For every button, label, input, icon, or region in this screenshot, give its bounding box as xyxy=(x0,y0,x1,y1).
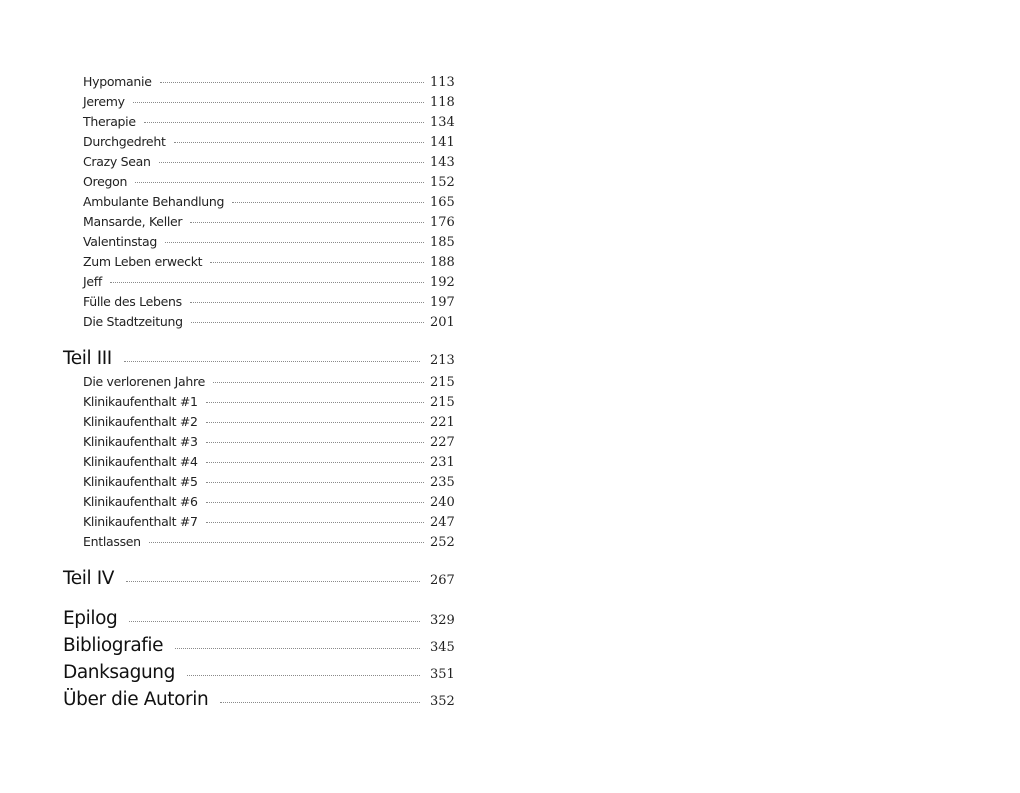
dot-leader xyxy=(149,542,424,543)
dot-leader xyxy=(124,361,420,362)
toc-part-teil-iii[interactable] xyxy=(63,348,454,374)
toc-entry-page: 185 xyxy=(430,235,455,250)
toc-entry-title: Mansarde, Keller xyxy=(83,214,183,229)
toc-entry-page: 240 xyxy=(430,495,455,510)
dot-leader xyxy=(160,82,424,83)
toc-entry-page: 118 xyxy=(430,95,455,110)
toc-entry-title: Therapie xyxy=(83,114,136,129)
toc-entry-klinikaufenthalt-1[interactable] xyxy=(83,394,454,414)
toc-entry-title: Crazy Sean xyxy=(83,154,151,169)
toc-part-title: Teil III xyxy=(63,348,112,369)
dot-leader xyxy=(213,382,424,383)
toc-entry-page: 197 xyxy=(430,295,455,310)
toc-entry-zum-leben-erweckt[interactable] xyxy=(83,254,454,274)
toc-entry-title: Klinikaufenthalt #2 xyxy=(83,414,198,429)
toc-entry-jeremy[interactable] xyxy=(83,94,454,114)
toc-entry-klinikaufenthalt-5[interactable] xyxy=(83,474,454,494)
toc-entry-page: 113 xyxy=(430,75,455,90)
toc-entry-klinikaufenthalt-2[interactable] xyxy=(83,414,454,434)
dot-leader xyxy=(165,242,424,243)
dot-leader xyxy=(187,675,420,676)
toc-entry-fuelle-des-lebens[interactable] xyxy=(83,294,454,314)
toc-entry-title: Ambulante Behandlung xyxy=(83,194,225,209)
toc-entry-title: Oregon xyxy=(83,174,128,189)
toc-section-epilog[interactable] xyxy=(63,608,454,634)
dot-leader xyxy=(191,322,424,323)
toc-entry-jeff[interactable] xyxy=(83,274,454,294)
dot-leader xyxy=(206,462,424,463)
toc-section-page: 352 xyxy=(430,694,455,709)
toc-entry-page: 141 xyxy=(430,135,455,150)
toc-entry-page: 235 xyxy=(430,475,455,490)
dot-leader xyxy=(110,282,424,283)
toc-entry-page: 231 xyxy=(430,455,455,470)
dot-leader xyxy=(144,122,424,123)
dot-leader xyxy=(206,482,424,483)
dot-leader xyxy=(159,162,424,163)
dot-leader xyxy=(206,422,424,423)
toc-entry-die-stadtzeitung[interactable] xyxy=(83,314,454,334)
toc-entry-page: 201 xyxy=(430,315,455,330)
toc-entry-title: Zum Leben erweckt xyxy=(83,254,203,269)
toc-entry-title: Die Stadtzeitung xyxy=(83,314,183,329)
toc-entry-entlassen[interactable] xyxy=(83,534,454,554)
toc-entry-oregon[interactable] xyxy=(83,174,454,194)
toc-part-page: 267 xyxy=(430,573,455,588)
dot-leader xyxy=(232,202,424,203)
toc-entry-therapie[interactable] xyxy=(83,114,454,134)
dot-leader xyxy=(174,142,424,143)
toc-entry-title: Die verlorenen Jahre xyxy=(83,374,205,389)
dot-leader xyxy=(220,702,420,703)
toc-entry-title: Durchgedreht xyxy=(83,134,166,149)
toc-entry-title: Klinikaufenthalt #3 xyxy=(83,434,198,449)
toc-entry-valentinstag[interactable] xyxy=(83,234,454,254)
toc-entry-page: 152 xyxy=(430,175,455,190)
toc-section-danksagung[interactable] xyxy=(63,662,454,688)
toc-section-page: 345 xyxy=(430,640,455,655)
toc-entry-page: 227 xyxy=(430,435,455,450)
toc-entry-title: Klinikaufenthalt #4 xyxy=(83,454,198,469)
toc-entry-page: 165 xyxy=(430,195,455,210)
toc-part-title: Teil IV xyxy=(63,568,115,589)
toc-entry-page: 215 xyxy=(430,375,455,390)
toc-section-bibliografie[interactable] xyxy=(63,635,454,661)
toc-entry-klinikaufenthalt-3[interactable] xyxy=(83,434,454,454)
toc-entry-page: 192 xyxy=(430,275,455,290)
dot-leader xyxy=(206,402,424,403)
dot-leader xyxy=(175,648,420,649)
dot-leader xyxy=(190,222,424,223)
toc-entry-title: Hypomanie xyxy=(83,74,152,89)
toc-entry-klinikaufenthalt-4[interactable] xyxy=(83,454,454,474)
toc-entry-mansarde-keller[interactable] xyxy=(83,214,454,234)
toc-section-page: 351 xyxy=(430,667,455,682)
toc-entry-title: Klinikaufenthalt #5 xyxy=(83,474,198,489)
toc-entry-title: Jeremy xyxy=(83,94,125,109)
dot-leader xyxy=(129,621,420,622)
toc-entry-hypomanie[interactable] xyxy=(83,74,454,94)
toc-entry-title: Klinikaufenthalt #7 xyxy=(83,514,198,529)
toc-entry-title: Fülle des Lebens xyxy=(83,294,182,309)
toc-entry-crazy-sean[interactable] xyxy=(83,154,454,174)
toc-entry-title: Klinikaufenthalt #1 xyxy=(83,394,198,409)
dot-leader xyxy=(190,302,424,303)
toc-entry-page: 252 xyxy=(430,535,455,550)
dot-leader xyxy=(206,522,424,523)
toc-entry-page: 143 xyxy=(430,155,455,170)
toc-section-title: Über die Autorin xyxy=(63,689,209,710)
dot-leader xyxy=(126,581,420,582)
toc-entry-title: Klinikaufenthalt #6 xyxy=(83,494,198,509)
toc-entry-ambulante-behandlung[interactable] xyxy=(83,194,454,214)
toc-entry-durchgedreht[interactable] xyxy=(83,134,454,154)
toc-entry-page: 134 xyxy=(430,115,455,130)
toc-entry-klinikaufenthalt-6[interactable] xyxy=(83,494,454,514)
toc-entry-die-verlorenen-jahre[interactable] xyxy=(83,374,454,394)
toc-entry-page: 221 xyxy=(430,415,455,430)
dot-leader xyxy=(133,102,424,103)
toc-section-title: Bibliografie xyxy=(63,635,164,656)
toc-entry-klinikaufenthalt-7[interactable] xyxy=(83,514,454,534)
toc-section-title: Danksagung xyxy=(63,662,175,683)
dot-leader xyxy=(210,262,424,263)
toc-entry-page: 247 xyxy=(430,515,455,530)
toc-part-page: 213 xyxy=(430,353,455,368)
toc-entry-title: Entlassen xyxy=(83,534,141,549)
toc-entry-page: 188 xyxy=(430,255,455,270)
toc-part-teil-iv[interactable] xyxy=(63,568,454,594)
toc-entry-title: Valentinstag xyxy=(83,234,158,249)
toc-entry-title: Jeff xyxy=(83,274,102,289)
toc-section-page: 329 xyxy=(430,613,455,628)
dot-leader xyxy=(135,182,424,183)
toc-section-title: Epilog xyxy=(63,608,118,629)
toc-entry-page: 176 xyxy=(430,215,455,230)
toc-section-ueber-die-autorin[interactable] xyxy=(63,689,454,715)
dot-leader xyxy=(206,442,424,443)
toc-entry-page: 215 xyxy=(430,395,455,410)
dot-leader xyxy=(206,502,424,503)
